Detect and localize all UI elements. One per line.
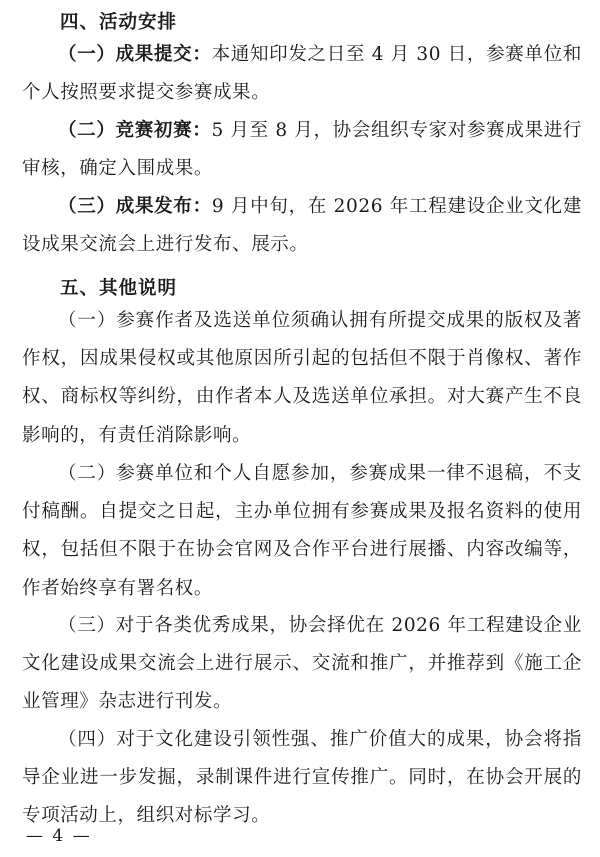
page-number: — 4 — — [26, 826, 92, 846]
section-5-paragraph-2: （二）参赛单位和个人自愿参加，参赛成果一律不退稿，不支付稿酬。自提交之日起，主办单位拥有参赛成果及报名资料的使用权，包括但不限于在协会官网及合作平台进行展播、内容改编等，作者始终享有署名权。 — [22, 463, 582, 599]
section-5-heading: 五、其他说明 — [60, 278, 178, 299]
section-5-paragraph-1: （一）参赛作者及选送单位须确认拥有所提交成果的版权及著作权，因成果侵权或其他原因所引起的包括但不限于肖像权、著作权、商标权等纠纷，由作者本人及选送单位承担。对大赛产生不良影响的，有责任消除影响。 — [22, 310, 582, 446]
item-1-lead: （一）成果提交： — [58, 44, 212, 65]
section-4-item-2 — [22, 112, 582, 188]
section-5-paragraph-4: （四）对于文化建设引领性强、推广价值大的成果，协会将指导企业进一步发掘，录制课件进行宣传推广。同时，在协会开展的专项活动上，组织对标学习。 — [22, 729, 582, 827]
item-3-text: 9 月中旬，在 2026 年工程建设企业文化建设成果交流会上进行发布、展示。 — [22, 196, 582, 256]
section-4-heading: 四、活动安排 — [60, 12, 178, 33]
section-5-paragraph-3: （三）对于各类优秀成果，协会择优在 2026 年工程建设企业文化建设成果交流会上进行展示、交流和推广，并推荐到《施工企业管理》杂志进行刊发。 — [22, 615, 582, 713]
item-2-lead: （二）竞赛初赛： — [58, 120, 212, 141]
item-2-text: 5 月至 8 月，协会组织专家对参赛成果进行审核，确定入围成果。 — [22, 120, 582, 180]
item-1-text: 本通知印发之日至 4 月 30 日，参赛单位和个人按照要求提交参赛成果。 — [22, 44, 582, 104]
item-3-lead: （三）成果发布： — [58, 196, 212, 217]
section-4-item-3 — [22, 188, 582, 264]
section-4-item-1 — [22, 36, 582, 112]
